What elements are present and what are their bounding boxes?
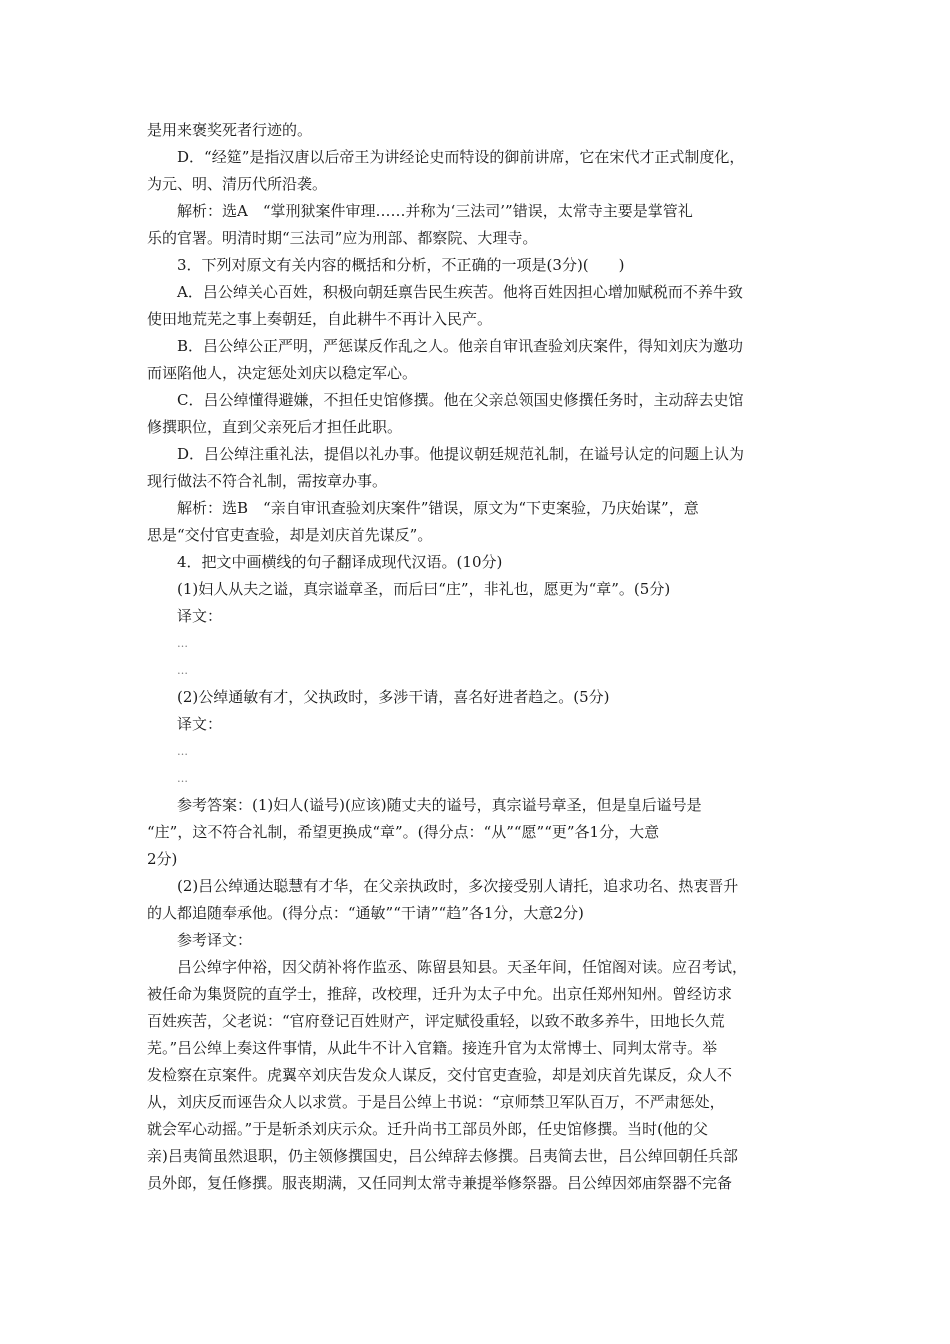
text-line: 译文：: [177, 715, 223, 733]
text-line: 思是“交付官吏查验，却是刘庆首先谋反”。: [147, 526, 433, 544]
text-line: 使田地荒芜之事上奏朝廷，自此耕牛不再计入民产。: [147, 310, 493, 328]
answer-blank-line: …: [177, 664, 188, 677]
text-line: (1)妇人从夫之谥，真宗谥章圣，而后曰“庄”，非礼也，愿更为“章”。(5分): [177, 580, 671, 598]
text-line: 芜。”吕公绰上奏这件事情，从此牛不计入官籍。接连升官为太常博士、同判太常寺。举: [147, 1039, 718, 1057]
text-line: 发检察在京案件。虎翼卒刘庆告发众人谋反，交付官吏查验，却是刘庆首先谋反，众人不: [147, 1066, 733, 1084]
text-line: 百姓疾苦，父老说：“官府登记百姓财产，评定赋役重轻，以致不敢多养牛，田地长久荒: [147, 1012, 725, 1030]
text-line: 译文：: [177, 607, 223, 625]
answer-blank-line: …: [177, 637, 188, 650]
answer-blank-line: …: [177, 745, 188, 758]
text-line: B．吕公绰公正严明，严惩谋反作乱之人。他亲自审讯查验刘庆案件，得知刘庆为邀功: [177, 337, 744, 355]
text-line: 3．下列对原文有关内容的概括和分析，不正确的一项是(3分)( ): [177, 256, 625, 274]
text-line: 从，刘庆反而诬告众人以求赏。于是吕公绰上书说：“京师禁卫军队百万，不严肃惩处，: [147, 1093, 725, 1111]
text-line: 解析：选B “亲自审讯查验刘庆案件”错误，原文为“下吏案验，乃庆始谋”，意: [177, 499, 699, 517]
text-line: 现行做法不符合礼制，需按章办事。: [147, 472, 388, 490]
text-line: D．吕公绰注重礼法，提倡以礼办事。他提议朝廷规范礼制，在谥号认定的问题上认为: [177, 445, 745, 463]
text-line: 4．把文中画横线的句子翻译成现代汉语。(10分): [177, 553, 503, 571]
text-line: 修撰职位，直到父亲死后才担任此职。: [147, 418, 403, 436]
text-line: “庄”，这不符合礼制，希望更换成“章”。(得分点：“从”“愿”“更”各1分，大意: [147, 823, 660, 841]
text-line: 参考译文：: [177, 931, 253, 949]
text-line: 2分): [147, 850, 178, 868]
text-line: 吕公绰字仲裕，因父荫补将作监丞、陈留县知县。天圣年间，任馆阁对读。应召考试，: [177, 958, 748, 976]
text-line: 就会军心动摇。”于是斩杀刘庆示众。迁升尚书工部员外郎，任史馆修撰。当时(他的父: [147, 1120, 709, 1138]
text-line: 是用来褒奖死者行迹的。: [147, 121, 313, 139]
text-line: 解析：选A “掌刑狱案件审理……并称为‘三法司’”错误，太常寺主要是掌管礼: [177, 202, 693, 220]
text-line: D．“经筵”是指汉唐以后帝王为讲经论史而特设的御前讲席，它在宋代才正式制度化，: [177, 148, 745, 166]
text-line: 亲)吕夷简虽然退职，仍主领修撰国史，吕公绰辞去修撰。吕夷简去世，吕公绰回朝任兵部: [147, 1147, 738, 1165]
text-line: 而诬陷他人，决定惩处刘庆以稳定军心。: [147, 364, 418, 382]
text-line: 为元、明、清历代所沿袭。: [147, 175, 328, 193]
text-line: 员外郎，复任修撰。服丧期满，又任同判太常寺兼提举修祭器。吕公绰因郊庙祭器不完备: [147, 1174, 733, 1192]
text-line: 的人都追随奉承他。(得分点：“通敏”“干请”“趋”各1分，大意2分): [147, 904, 584, 922]
answer-blank-line: …: [177, 772, 188, 785]
text-line: (2)吕公绰通达聪慧有才华，在父亲执政时，多次接受别人请托，追求功名、热衷晋升: [177, 877, 739, 895]
text-line: 乐的官署。明清时期“三法司”应为刑部、都察院、大理寺。: [147, 229, 538, 247]
text-line: C．吕公绰懂得避嫌，不担任史馆修撰。他在父亲总领国史修撰任务时，主动辞去史馆: [177, 391, 744, 409]
text-line: (2)公绰通敏有才，父执政时，多涉干请，喜名好进者趋之。(5分): [177, 688, 610, 706]
text-line: A．吕公绰关心百姓，积极向朝廷禀告民生疾苦。他将百姓因担心增加赋税而不养牛致: [177, 283, 743, 301]
text-line: 参考答案：(1)妇人(谥号)(应该)随丈夫的谥号，真宗谥号章圣，但是皇后谥号是: [177, 796, 702, 814]
document-body: [147, 117, 807, 1197]
text-line: 被任命为集贤院的直学士，推辞，改校理，迁升为太子中允。出京任郑州知州。曾经访求: [147, 985, 733, 1003]
